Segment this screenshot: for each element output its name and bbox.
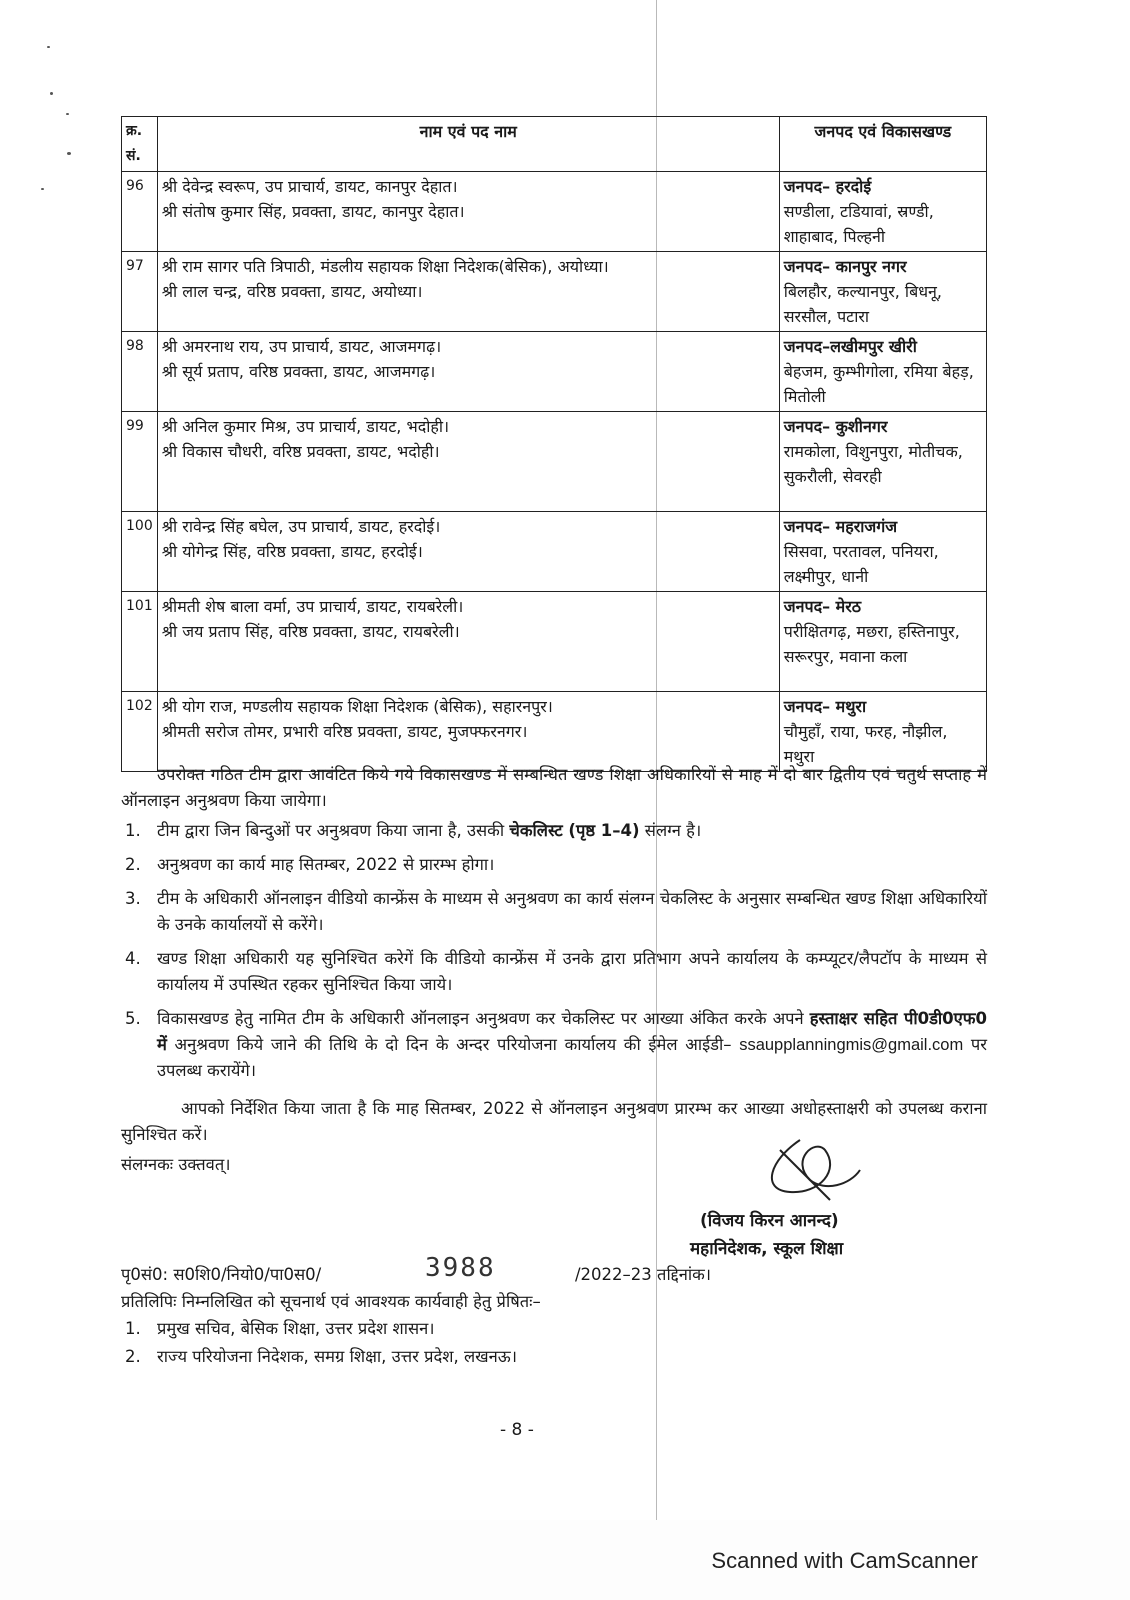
header-names: नाम एवं पद नाम — [157, 117, 779, 172]
signatory-name: (विजय किरन आनन्द) — [700, 1211, 839, 1231]
instruction-bold: हस्ताक्षर सहित पी0डी0एफ0 में — [157, 1009, 987, 1054]
officer-1: श्री रावेन्द्र सिंह बघेल, उप प्राचार्य, डायट, हरदोई। — [161, 517, 441, 536]
table-header-row — [122, 117, 987, 172]
row-names — [157, 172, 779, 252]
block-list: बेहजम, कुम्भीगोला, रमिया बेहड़, मितोली — [783, 362, 974, 406]
instruction-item: 4. खण्ड शिक्षा अधिकारी यह सुनिश्चित करेगें कि वीडियो कान्फ्रेंस में उनके द्वारा प्रतिभाग अपने कार्यालय के कम्प्यूटर/लैपटॉप के माध्यम से कार्यालय में उपस्थित रहकर सुनिश्चित किया जाये। — [125, 949, 987, 994]
instruction-item: 3. टीम के अधिकारी ऑनलाइन वीडियो कान्फ्रेंस के माध्यम से अनुश्रवण का कार्य संलग्न चेकलिस्ट के अनुसार सम्बन्धित खण्ड शिक्षा अधिकारियों के उनके कार्यालयों से करेंगे। — [125, 889, 987, 934]
instruction-list — [121, 818, 987, 1092]
instruction-item: 2. अनुश्रवण का कार्य माह सितम्बर, 2022 से प्रारम्भ होगा। — [125, 855, 495, 874]
district-name: जनपद– महराजगंज — [783, 517, 898, 536]
district-name: जनपद–लखीमपुर खीरी — [783, 337, 917, 356]
block-list: बिलहौर, कल्यानपुर, बिधनू, सरसौल, पटारा — [783, 282, 943, 326]
table-row — [122, 592, 987, 692]
officer-2: श्री योगेन्द्र सिंह, वरिष्ठ प्रवक्ता, डायट, हरदोई। — [161, 542, 423, 561]
officer-2: श्री सूर्य प्रताप, वरिष्ठ प्रवक्ता, डायट, आजमगढ़। — [161, 362, 436, 381]
district-name: जनपद– मथुरा — [783, 697, 867, 716]
row-names — [157, 592, 779, 692]
instruction-text: टीम द्वारा जिन बिन्दुओं पर अनुश्रवण किया जाना है, उसकी — [157, 821, 510, 840]
instruction-item: 1. टीम द्वारा जिन बिन्दुओं पर अनुश्रवण किया जाना है, उसकी चेकलिस्ट (पृष्ठ 1–4) संलग्न है। — [125, 821, 702, 840]
district-name: जनपद– मेरठ — [783, 597, 862, 616]
intro-text: उपरोक्त गठित टीम द्वारा आवंटित किये गये विकासखण्ड में सम्बन्धित खण्ड शिक्षा अधिकारियों से माह में दो बार द्वितीय एवं चतुर्थ सप्ताह में ऑनलाइन अनुश्रवण किया जायेगा। — [121, 765, 987, 810]
enclosure-text: संलग्नकः उक्तवत्। — [121, 1155, 231, 1174]
block-list: परीक्षितगढ़, मछरा, हस्तिनापुर, सरूरपुर, मवाना कला — [783, 622, 960, 666]
table-row — [122, 512, 987, 592]
copy-text: राज्य परियोजना निदेशक, समग्र शिक्षा, उत्तर प्रदेश, लखनऊ। — [157, 1347, 518, 1366]
officer-2: श्री लाल चन्द्र, वरिष्ठ प्रवक्ता, डायट, अयोध्या। — [161, 282, 423, 301]
row-district — [779, 412, 986, 512]
instruction-text: अनुश्रवण का कार्य माह सितम्बर, 2022 से प्रारम्भ होगा। — [157, 855, 495, 874]
scan-speck — [50, 92, 53, 95]
instruction-text: विकासखण्ड हेतु नामित टीम के अधिकारी ऑनलाइन अनुश्रवण कर चेकलिस्ट पर आख्या अंकित करके अपने — [157, 1009, 810, 1028]
row-district — [779, 172, 986, 252]
copy-text: प्रमुख सचिव, बेसिक शिक्षा, उत्तर प्रदेश शासन। — [157, 1319, 435, 1338]
instruction-text: संलग्न है। — [639, 821, 702, 840]
row-number: 101 — [122, 592, 158, 692]
row-number: 96 — [122, 172, 158, 252]
table-row — [122, 332, 987, 412]
handwritten-signature — [730, 1130, 880, 1210]
officer-2: श्री संतोष कुमार सिंह, प्रवक्ता, डायट, कानपुर देहात। — [161, 202, 465, 221]
row-district — [779, 512, 986, 592]
officer-1: श्री अनिल कुमार मिश्र, उप प्राचार्य, डायट, भदोही। — [161, 417, 450, 436]
scanner-watermark: Scanned with CamScanner — [711, 1548, 978, 1573]
row-number: 98 — [122, 332, 158, 412]
email-address: ssaupplanningmis@gmail.com — [739, 1036, 964, 1054]
scan-speck — [66, 113, 69, 115]
row-names — [157, 412, 779, 512]
reference-prefix: पृ0सं0: स0शि0/नियो0/पा0स0/ — [121, 1265, 322, 1284]
district-name: जनपद– कानपुर नगर — [783, 257, 907, 276]
instruction-bold: चेकलिस्ट (पृष्ठ 1–4) — [509, 821, 640, 840]
row-number: 100 — [122, 512, 158, 592]
officer-1: श्री राम सागर पति त्रिपाठी, मंडलीय सहायक शिक्षा निदेशक(बेसिक), अयोध्या। — [161, 257, 609, 276]
row-number: 97 — [122, 252, 158, 332]
page-number: - 8 - — [500, 1420, 534, 1440]
row-number: 99 — [122, 412, 158, 512]
row-names — [157, 512, 779, 592]
district-name: जनपद– कुशीनगर — [783, 417, 888, 436]
table-row — [122, 172, 987, 252]
reference-number: 3988 — [425, 1253, 496, 1283]
monitoring-team-table — [121, 116, 987, 772]
table-row — [122, 412, 987, 512]
instruction-text: अनुश्रवण किये जाने की तिथि के दो दिन के अन्दर परियोजना कार्यालय की ईमेल आईडी– — [166, 1035, 740, 1054]
signatory-title: महानिदेशक, स्कूल शिक्षा — [690, 1239, 844, 1259]
header-district: जनपद एवं विकासखण्ड — [779, 117, 986, 172]
block-list: चौमुहाँ, राया, फरह, नौझील, मथुरा — [783, 722, 948, 766]
officer-2: श्री विकास चौधरी, वरिष्ठ प्रवक्ता, डायट, भदोही। — [161, 442, 440, 461]
block-list: सण्डीला, टडियावां, स्रण्डी, शाहाबाद, पिल्हनी — [783, 202, 934, 246]
table-row — [122, 692, 987, 772]
row-district — [779, 592, 986, 692]
scan-speck — [67, 152, 71, 155]
row-names — [157, 252, 779, 332]
instruction-text: टीम के अधिकारी ऑनलाइन वीडियो कान्फ्रेंस के माध्यम से अनुश्रवण का कार्य संलग्न चेकलिस्ट के अनुसार सम्बन्धित खण्ड शिक्षा अधिकारियों के उनके कार्यालयों से करेंगे। — [157, 889, 987, 934]
copy-list — [121, 1316, 517, 1372]
block-list: सिसवा, परतावल, पनियरा, लक्ष्मीपुर, धानी — [783, 542, 939, 586]
officer-2: श्रीमती सरोज तोमर, प्रभारी वरिष्ठ प्रवक्ता, डायट, मुजफ्फरनगर। — [161, 722, 528, 741]
intro-paragraph — [121, 762, 987, 814]
row-district — [779, 252, 986, 332]
row-district — [779, 332, 986, 412]
officer-1: श्री अमरनाथ राय, उप प्राचार्य, डायट, आजमगढ़। — [161, 337, 442, 356]
instruction-item: 5. विकासखण्ड हेतु नामित टीम के अधिकारी ऑनलाइन अनुश्रवण कर चेकलिस्ट पर आख्या अंकित करके अपने हस्ताक्षर सहित पी0डी0एफ0 में अनुश्रवण किये जाने की तिथि के दो दिन के अन्दर परियोजना कार्यालय की ईमेल आईडी– ssaupplanningmis@gmail.com पर उपलब्ध करायेंगे। — [125, 1009, 987, 1080]
officer-1: श्री देवेन्द्र स्वरूप, उप प्राचार्य, डायट, कानपुर देहात। — [161, 177, 458, 196]
row-names — [157, 692, 779, 772]
scanner-footer — [0, 1520, 1130, 1600]
copy-to-heading: प्रतिलिपिः निम्नलिखित को सूचनार्थ एवं आवश्यक कार्यवाही हेतु प्रेषितः– — [121, 1292, 541, 1311]
district-name: जनपद– हरदोई — [783, 177, 872, 196]
instruction-text: पर उपलब्ध करायेंगे। — [157, 1035, 987, 1080]
block-list: रामकोला, विशुनपुरा, मोतीचक, सुकरौली, सेवरही — [783, 442, 963, 486]
table-row — [122, 252, 987, 332]
reference-suffix: /2022–23 तद्दिनांक। — [575, 1265, 712, 1284]
row-district — [779, 692, 986, 772]
copy-item: 2. राज्य परियोजना निदेशक, समग्र शिक्षा, उत्तर प्रदेश, लखनऊ। — [125, 1347, 518, 1366]
officer-1: श्री योग राज, मण्डलीय सहायक शिक्षा निदेशक (बेसिक), सहारनपुर। — [161, 697, 553, 716]
officer-2: श्री जय प्रताप सिंह, वरिष्ठ प्रवक्ता, डायट, रायबरेली। — [161, 622, 460, 641]
scan-speck — [47, 46, 50, 48]
officer-1: श्रीमती शेष बाला वर्मा, उप प्राचार्य, डायट, रायबरेली। — [161, 597, 464, 616]
closing-text: आपको निर्देशित किया जाता है कि माह सितम्बर, 2022 से ऑनलाइन अनुश्रवण प्रारम्भ कर आख्या अधोहस्ताक्षरी को उपलब्ध कराना सुनिश्चित करें। — [121, 1099, 987, 1144]
header-serial: क्र. सं. — [122, 117, 158, 172]
row-names — [157, 332, 779, 412]
instruction-text: खण्ड शिक्षा अधिकारी यह सुनिश्चित करेगें कि वीडियो कान्फ्रेंस में उनके द्वारा प्रतिभाग अपने कार्यालय के कम्प्यूटर/लैपटॉप के माध्यम से कार्यालय में उपस्थित रहकर सुनिश्चित किया जाये। — [157, 949, 987, 994]
scan-speck — [41, 188, 44, 190]
row-number: 102 — [122, 692, 158, 772]
copy-item: 1. प्रमुख सचिव, बेसिक शिक्षा, उत्तर प्रदेश शासन। — [125, 1319, 435, 1338]
